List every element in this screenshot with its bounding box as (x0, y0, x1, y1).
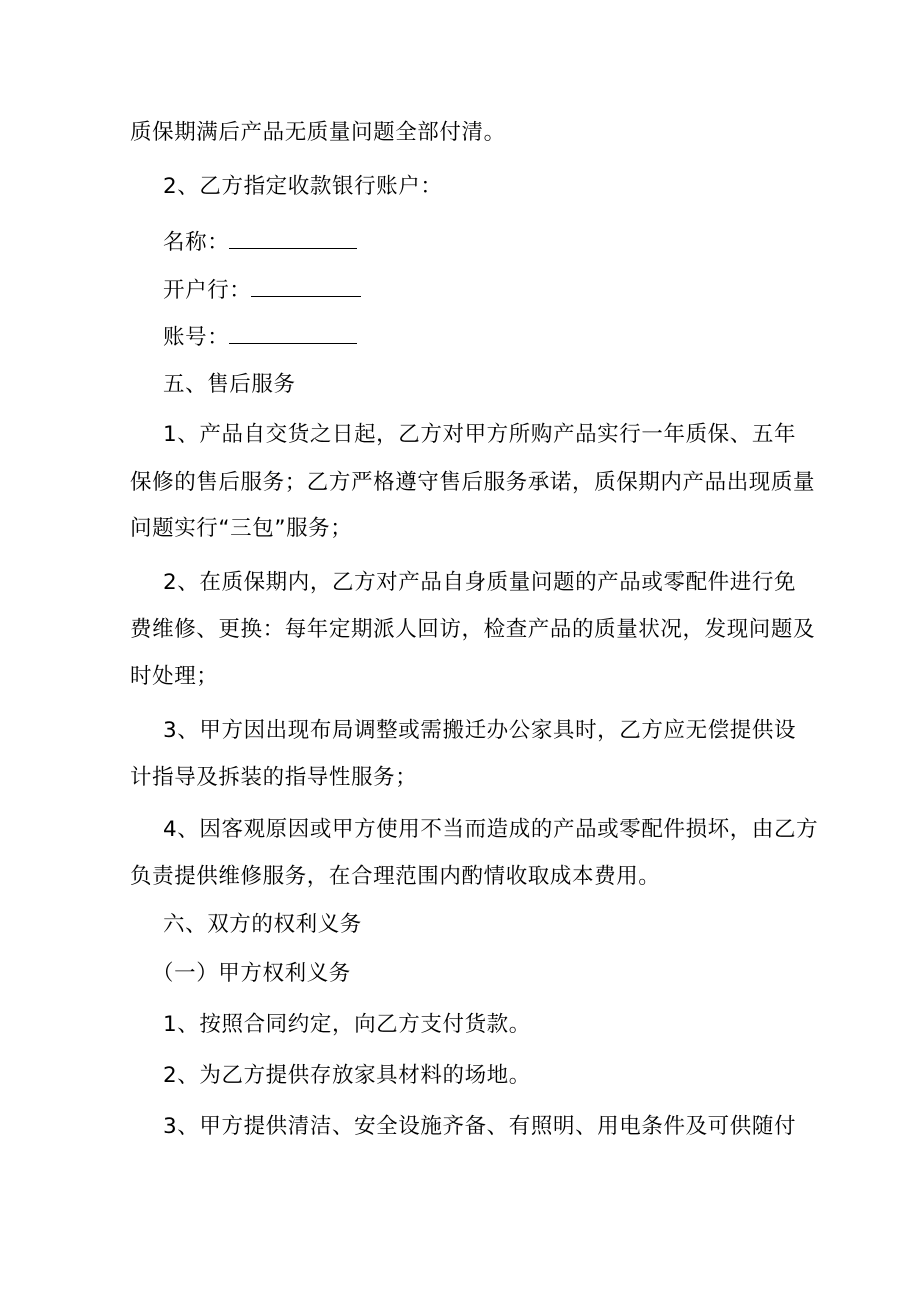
paragraph-line: 1、产品自交货之日起，乙方对甲方所购产品实行一年质保、五年 (163, 422, 797, 447)
paragraph-line: 计指导及拆装的指导性服务； (130, 765, 418, 790)
paragraph-line: 2、在质保期内，乙方对产品自身质量问题的产品或零配件进行免 (163, 570, 797, 595)
paragraph-line: 3、甲方因出现布局调整或需搬迁办公家具时，乙方应无偿提供设 (163, 718, 797, 743)
paragraph-line: 费维修、更换：每年定期派人回访，检查产品的质量状况，发现问题及 (130, 617, 816, 642)
paragraph-line: 保修的售后服务；乙方严格遵守售后服务承诺，质保期内产品出现质量 (130, 470, 816, 495)
paragraph-line: 3、甲方提供清洁、安全设施齐备、有照明、用电条件及可供随付 (163, 1114, 797, 1139)
section-heading: 六、双方的权利义务 (163, 912, 362, 937)
fill-in-blank (251, 278, 361, 297)
paragraph-line: 问题实行“三包”服务； (130, 516, 353, 541)
field-label: 开户行： (163, 278, 252, 303)
paragraph-line: 2、乙方指定收款银行账户： (163, 174, 443, 199)
fill-in-blank (229, 325, 357, 344)
field-label: 名称： (163, 230, 230, 255)
paragraph-line: 时处理； (130, 664, 219, 689)
paragraph-line: 质保期满后产品无质量问题全部付清。 (130, 120, 506, 145)
subsection-heading: （一）甲方权利义务 (152, 961, 351, 986)
paragraph-line: 负责提供维修服务，在合理范围内酌情收取成本费用。 (130, 864, 661, 889)
paragraph-line: 2、为乙方提供存放家具材料的场地。 (163, 1063, 531, 1088)
section-heading: 五、售后服务 (163, 372, 296, 397)
account-number-field (163, 323, 357, 353)
fill-in-blank (229, 230, 357, 249)
paragraph-line: 4、因客观原因或甲方使用不当而造成的产品或零配件损坏，由乙方 (163, 817, 819, 842)
paragraph-line: 1、按照合同约定，向乙方支付货款。 (163, 1012, 531, 1037)
account-bank-field (163, 276, 361, 306)
account-name-field (163, 228, 357, 258)
field-label: 账号： (163, 325, 230, 350)
